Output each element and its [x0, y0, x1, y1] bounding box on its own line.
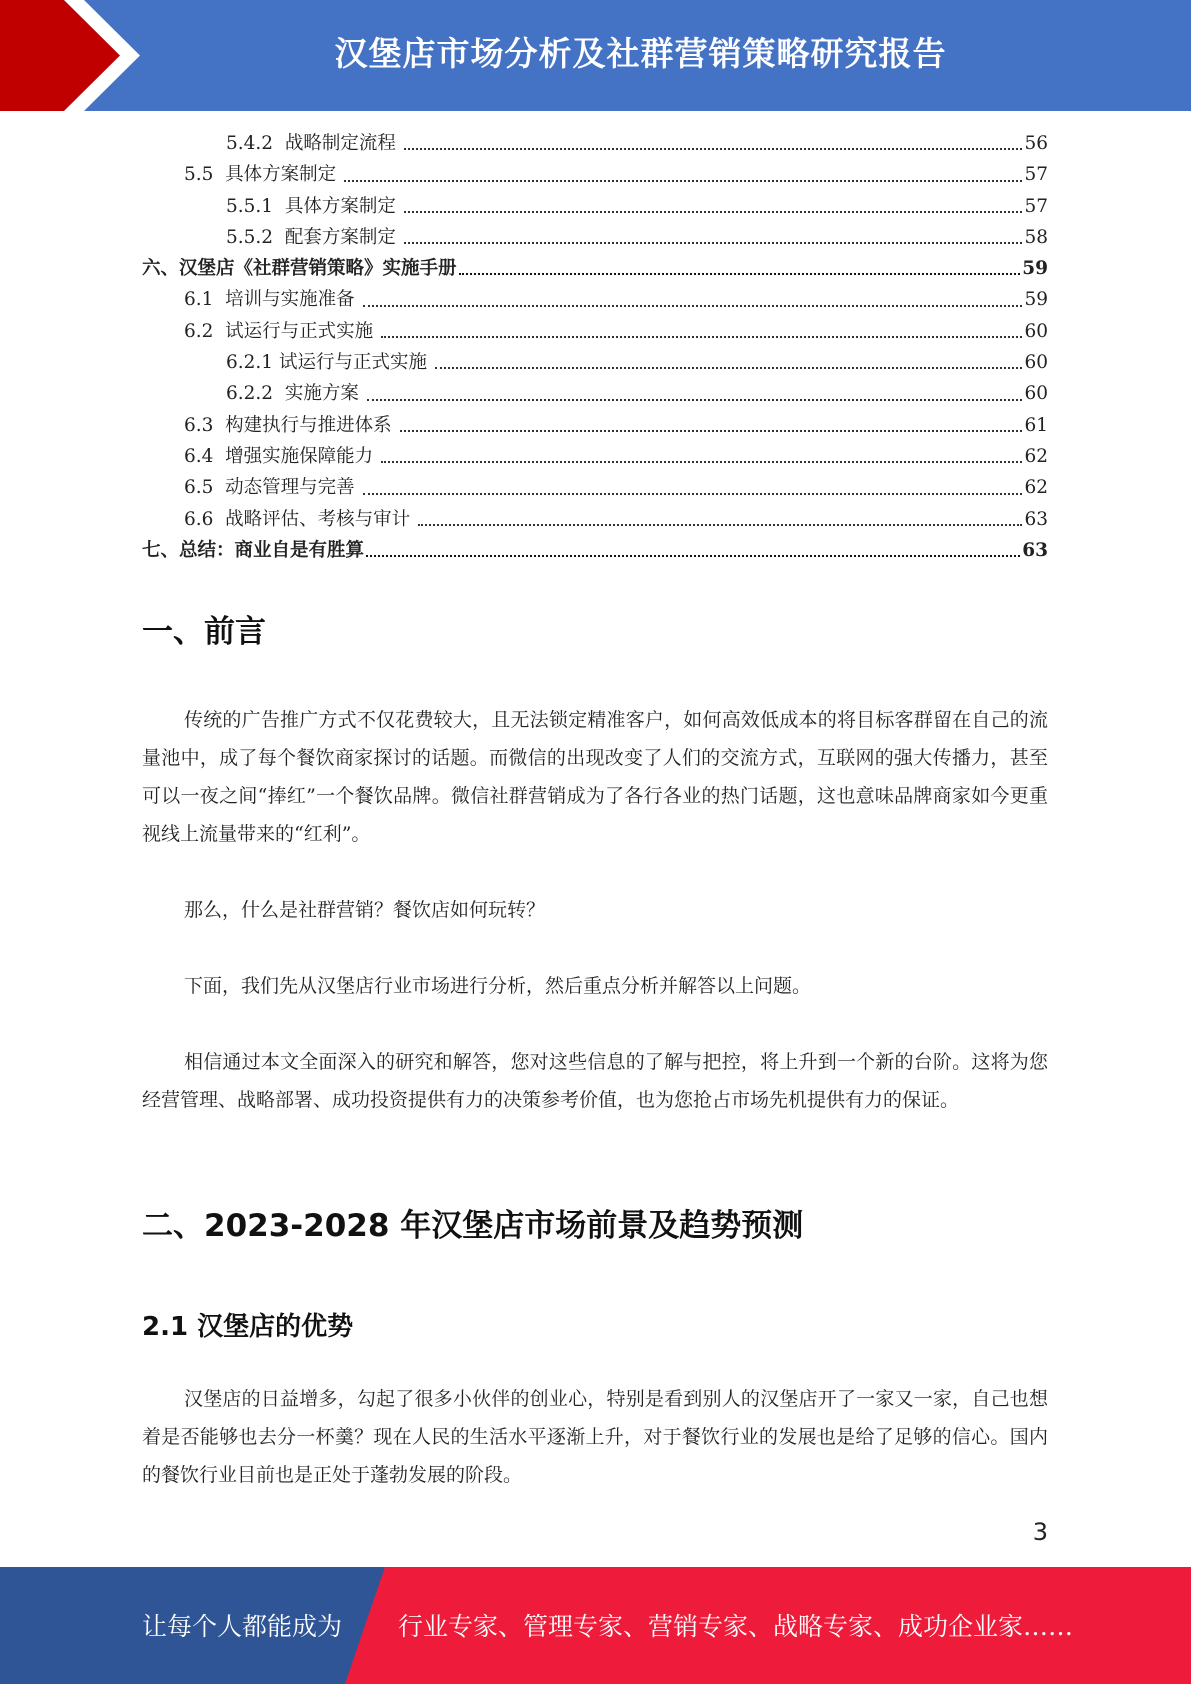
toc-entry[interactable]	[142, 128, 1048, 159]
toc-entry[interactable]	[142, 222, 1048, 253]
paragraph: 下面，我们先从汉堡店行业市场进行分析，然后重点分析并解答以上问题。	[184, 975, 812, 997]
toc-entry[interactable]	[142, 472, 1048, 503]
toc-entry-page: 60	[1024, 383, 1048, 405]
toc-entry[interactable]	[142, 504, 1048, 535]
table-of-contents	[142, 128, 1048, 566]
toc-entry-page: 59	[1024, 289, 1048, 311]
toc-entry[interactable]	[142, 378, 1048, 409]
footer-slogan-left: 让每个人都能成为	[142, 1612, 343, 1641]
toc-dot-leader	[367, 399, 1023, 401]
page-header	[0, 0, 1191, 111]
subsection-heading: 2.1 汉堡店的优势	[142, 1312, 354, 1342]
toc-entry[interactable]	[142, 441, 1048, 472]
toc-entry-label: 七、总结：商业自是有胜算	[142, 539, 365, 561]
toc-dot-leader	[366, 555, 1020, 557]
toc-entry-label: 5.5.1 具体方案制定	[226, 195, 402, 217]
toc-dot-leader	[381, 336, 1022, 338]
section-heading-forecast: 二、2023-2028 年汉堡店市场前景及趋势预测	[142, 1208, 804, 1244]
toc-dot-leader	[363, 305, 1023, 307]
toc-entry-page: 59	[1022, 258, 1048, 280]
toc-entry-page: 61	[1024, 414, 1048, 436]
paragraph: 汉堡店的日益增多，勾起了很多小伙伴的创业心，特别是看到别人的汉堡店开了一家又一家，自己也想着是否能够也去分一杯羹？现在人民的生活水平逐渐上升，对于餐饮行业的发展也是给了足够的信心。国内的餐饮行业目前也是正处于蓬勃发展的阶段。	[142, 1388, 1048, 1486]
toc-dot-leader	[344, 180, 1022, 182]
toc-entry-page: 63	[1024, 508, 1048, 530]
paragraph: 相信通过本文全面深入的研究和解答，您对这些信息的了解与把控，将上升到一个新的台阶。这将为您经营管理、战略部署、成功投资提供有力的决策参考价值，也为您抢占市场先机提供有力的保证。	[142, 1051, 1048, 1111]
toc-dot-leader	[418, 524, 1022, 526]
toc-dot-leader	[404, 211, 1023, 213]
toc-dot-leader	[381, 461, 1022, 463]
toc-dot-leader	[459, 273, 1021, 275]
toc-entry-page: 60	[1024, 320, 1048, 342]
toc-entry-label: 6.2.1 试运行与正式实施	[226, 352, 433, 374]
toc-dot-leader	[400, 430, 1023, 432]
toc-entry-label: 6.6 战略评估、考核与审计	[184, 508, 417, 530]
toc-entry-label: 六、汉堡店《社群营销策略》实施手册	[142, 258, 457, 280]
toc-entry-label: 6.3 构建执行与推进体系	[184, 414, 398, 436]
toc-entry-label: 6.5 动态管理与完善	[184, 477, 361, 499]
paragraph: 那么，什么是社群营销？餐饮店如何玩转？	[184, 899, 546, 921]
toc-entry-label: 5.5.2 配套方案制定	[226, 226, 402, 248]
page-number: 3	[1032, 1518, 1048, 1546]
toc-entry[interactable]	[142, 410, 1048, 441]
toc-entry-label: 6.4 增强实施保障能力	[184, 445, 380, 467]
footer-slogan-right: 行业专家、管理专家、营销专家、战略专家、成功企业家……	[398, 1612, 1074, 1641]
page-footer	[0, 1567, 1191, 1684]
toc-entry-label: 6.2 试运行与正式实施	[184, 320, 380, 342]
toc-entry-page: 56	[1024, 133, 1048, 154]
toc-entry-page: 57	[1024, 195, 1048, 217]
toc-entry[interactable]	[142, 191, 1048, 222]
toc-entry-page: 62	[1024, 477, 1048, 499]
toc-entry-page: 58	[1024, 226, 1048, 248]
toc-entry[interactable]	[142, 535, 1048, 566]
toc-entry-label: 6.2.2 实施方案	[226, 383, 365, 405]
paragraph: 传统的广告推广方式不仅花费较大，且无法锁定精准客户，如何高效低成本的将目标客群留在自己的流量池中，成了每个餐饮商家探讨的话题。而微信的出现改变了人们的交流方式，互联网的强大传播力，甚至可以一夜之间“捧红”一个餐饮品牌。微信社群营销成为了各行各业的热门话题，这也意味品牌商家如今更重视线上流量带来的“红利”。	[142, 709, 1048, 845]
toc-entry[interactable]	[142, 159, 1048, 190]
toc-entry-label: 5.4.2 战略制定流程	[226, 133, 402, 154]
toc-entry-label: 5.5 具体方案制定	[184, 164, 343, 186]
toc-entry[interactable]	[142, 284, 1048, 315]
toc-entry[interactable]	[142, 253, 1048, 284]
toc-dot-leader	[404, 148, 1023, 150]
toc-entry-label: 6.1 培训与实施准备	[184, 289, 361, 311]
section-heading-preface: 一、前言	[142, 614, 266, 650]
toc-entry[interactable]	[142, 347, 1048, 378]
toc-dot-leader	[435, 367, 1023, 369]
toc-dot-leader	[404, 242, 1023, 244]
toc-entry-page: 57	[1024, 164, 1048, 186]
toc-entry-page: 63	[1022, 539, 1048, 561]
toc-dot-leader	[363, 493, 1023, 495]
toc-entry[interactable]	[142, 316, 1048, 347]
header-title: 汉堡店市场分析及社群营销策略研究报告	[334, 34, 947, 73]
toc-entry-page: 62	[1024, 445, 1048, 467]
toc-entry-page: 60	[1024, 352, 1048, 374]
